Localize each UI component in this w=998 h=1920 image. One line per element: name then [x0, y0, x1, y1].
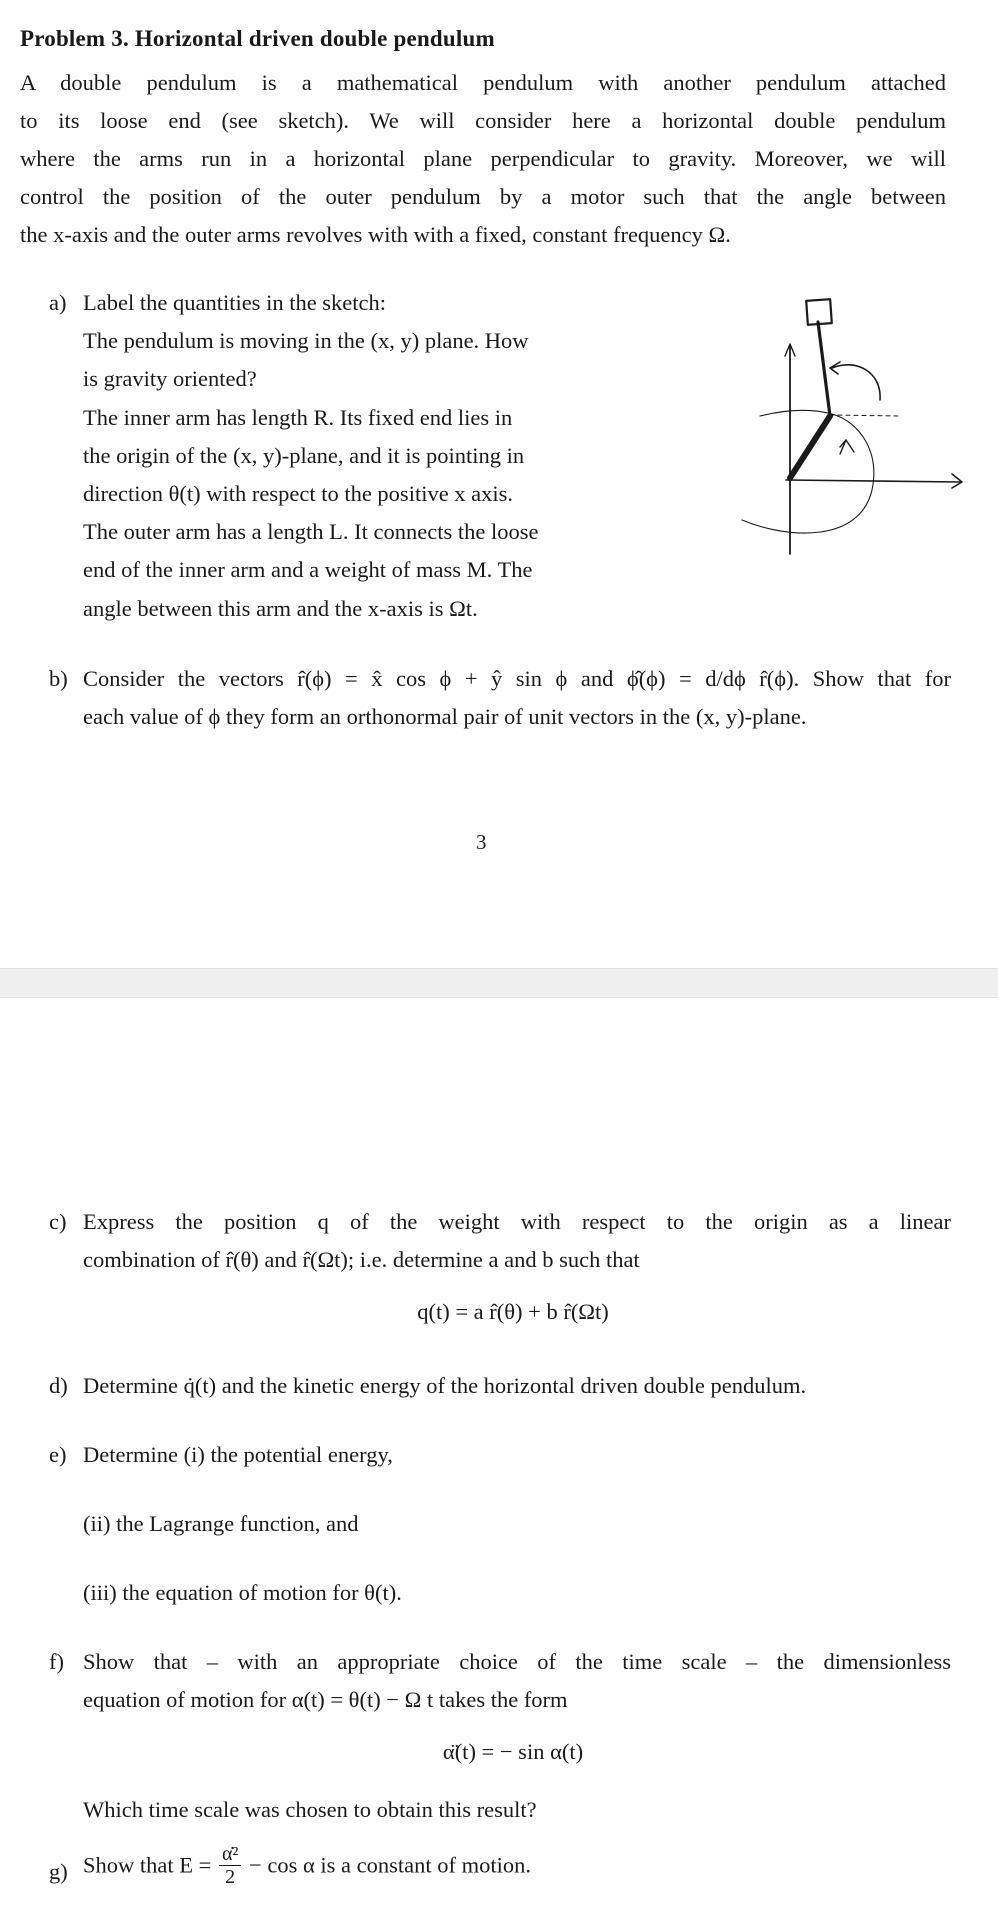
inner-arm	[790, 416, 830, 478]
pendulum-sketch	[730, 292, 970, 562]
page-number: 3	[476, 830, 487, 854]
angle-arrow-inner	[840, 440, 854, 454]
part-f-line: Show that – with an appropriate choice of the time scale – the dimensionless	[83, 1649, 951, 1674]
part-e	[49, 1436, 951, 1613]
part-a-line: The pendulum is moving in the (x, y) plane. How	[83, 328, 529, 354]
problem-title: Problem 3. Horizontal driven double pendulum	[20, 26, 495, 51]
part-c-line: Express the position q of the weight with respect to the origin as a linear	[83, 1209, 951, 1234]
part-label: e)	[49, 1442, 67, 1467]
part-a-line: direction θ(t) with respect to the positive x axis.	[83, 481, 514, 507]
part-a-line: end of the inner arm and a weight of mass M. The	[83, 557, 533, 583]
part-label: c)	[49, 1209, 67, 1234]
dashed-guide	[830, 415, 900, 416]
part-a-line: The inner arm has length R. Its fixed end lies in	[83, 404, 513, 430]
part-label: g)	[49, 1859, 68, 1884]
part-d-text: Determine q̇(t) and the kinetic energy of the horizontal driven double pendulum.	[83, 1373, 807, 1398]
part-c-line: combination of r̂(θ) and r̂(Ωt); i.e. determine a and b such that	[83, 1247, 640, 1273]
intro-line: A double pendulum is a mathematical pendulum with another pendulum attached	[20, 70, 946, 95]
part-f	[49, 1643, 951, 1719]
part-e-iii: (iii) the equation of motion for θ(t).	[83, 1580, 402, 1606]
intro-line: control the position of the outer pendulum by a motor such that the angle between	[20, 184, 946, 209]
angle-arrow-outer-head	[830, 362, 840, 374]
part-c	[49, 1203, 951, 1279]
part-f-line: equation of motion for α(t) = θ(t) − Ω t takes the form	[83, 1687, 568, 1713]
page-separator	[0, 968, 998, 998]
part-a-line: Label the quantities in the sketch:	[83, 290, 387, 315]
part-label: a)	[49, 290, 67, 315]
x-axis-arrow	[952, 474, 962, 488]
page-4	[0, 997, 998, 1920]
fraction-numerator: α̇²	[219, 1843, 241, 1866]
circle-sketch	[742, 410, 874, 533]
part-g-suffix: − cos α is a constant of motion.	[249, 1852, 531, 1878]
intro-line: where the arms run in a horizontal plane perpendicular to gravity. Moreover, we will	[20, 146, 946, 171]
part-e-ii: (ii) the Lagrange function, and	[83, 1511, 359, 1537]
intro-line: to its loose end (see sketch). We will consider here a horizontal double pendulum	[20, 108, 946, 133]
part-label: d)	[49, 1373, 68, 1398]
outer-arm	[818, 322, 830, 416]
part-g-prefix: Show that E =	[83, 1852, 212, 1878]
part-a	[49, 284, 643, 628]
part-label: f)	[49, 1649, 64, 1674]
part-g	[49, 1843, 951, 1888]
part-b-line: each value of ϕ they form an orthonormal pair of unit vectors in the (x, y)-plane.	[83, 704, 807, 730]
part-a-line: angle between this arm and the x-axis is Ωt.	[83, 595, 478, 621]
part-b-line: Consider the vectors r̂(ϕ) = x̂ cos ϕ + ŷ sin ϕ and ϕ̂(ϕ) = d/dϕ r̂(ϕ). Show that for	[83, 666, 951, 691]
part-label: b)	[49, 666, 68, 691]
fraction-denominator: 2	[225, 1866, 236, 1888]
part-f-question: Which time scale was chosen to obtain this result?	[83, 1797, 537, 1822]
energy-fraction	[219, 1843, 241, 1888]
part-a-line: is gravity oriented?	[83, 366, 257, 392]
part-a-line: The outer arm has a length L. It connects the loose	[83, 519, 539, 545]
equation-q: q(t) = a r̂(θ) + b r̂(Ωt)	[417, 1299, 609, 1324]
part-e-i: Determine (i) the potential energy,	[83, 1442, 393, 1467]
problem-intro	[20, 64, 946, 254]
intro-line: the x-axis and the outer arms revolves with with a fixed, constant frequency Ω.	[20, 222, 731, 247]
part-a-line: the origin of the (x, y)-plane, and it is pointing in	[83, 442, 525, 468]
part-d	[49, 1367, 951, 1405]
part-b	[49, 660, 951, 736]
angle-arrow-outer	[832, 365, 880, 400]
equation-alpha: α̈(t) = − sin α(t)	[442, 1739, 584, 1764]
